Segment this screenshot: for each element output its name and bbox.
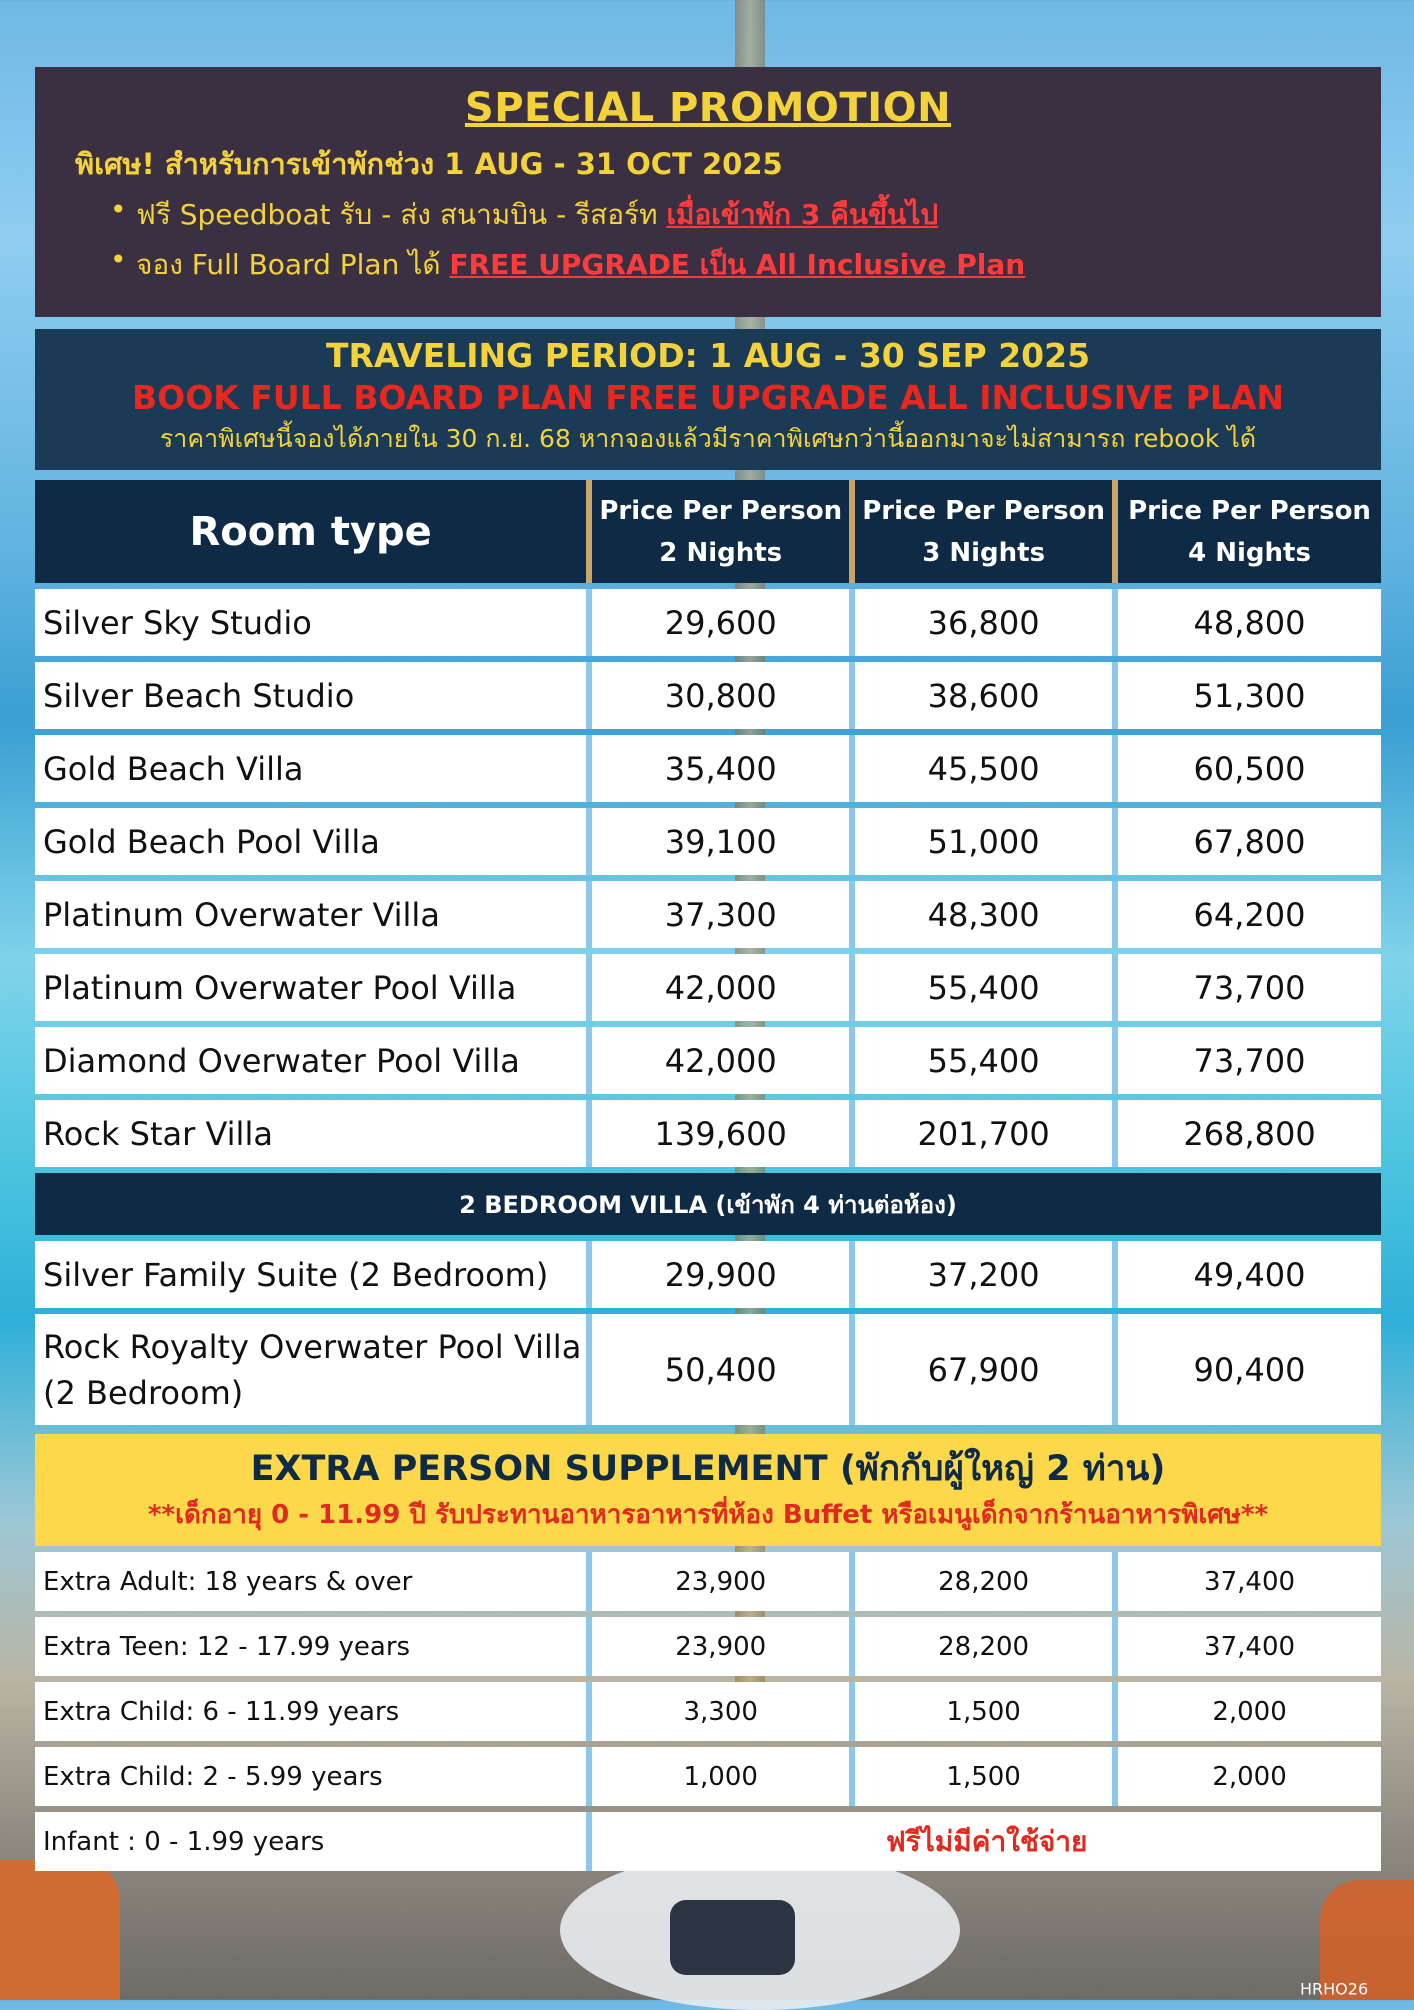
table-row (35, 1241, 1381, 1308)
price-3-nights: 51,000 (855, 808, 1118, 875)
price-2-nights: 50,400 (592, 1314, 855, 1425)
price-2-nights: 29,900 (592, 1241, 855, 1308)
section-header-row (35, 1173, 1381, 1235)
table-row (35, 662, 1381, 729)
document-code: HRHO26 (1300, 1979, 1369, 1999)
price-3-nights: 28,200 (855, 1552, 1118, 1611)
table-row (35, 954, 1381, 1021)
promotion-item (110, 193, 1361, 237)
guest-type: Infant : 0 - 1.99 years (35, 1812, 592, 1871)
background-cushion-left (0, 1860, 120, 2000)
promotion-item-text: จอง Full Board Plan ได้ (136, 248, 450, 281)
infant-free-label: ฟรีไม่มีค่าใช้จ่าย (592, 1812, 1381, 1871)
room-name-line: (2 Bedroom) (43, 1373, 244, 1412)
room-name: Gold Beach Pool Villa (35, 808, 592, 875)
traveling-period-title: TRAVELING PERIOD: 1 AUG - 30 SEP 2025 (325, 336, 1091, 375)
table-row (35, 1747, 1381, 1806)
room-type-header: Room type (35, 480, 592, 583)
price-4-nights: 64,200 (1118, 881, 1381, 948)
promotion-item-highlight: เมื่อเข้าพัก 3 คืนขึ้นไป (666, 198, 939, 231)
room-name: Gold Beach Villa (35, 735, 592, 802)
extra-person-note: **เด็กอายุ 0 - 11.99 ปี รับประทานอาหารอาหารที่ห้อง Buffet หรือเมนูเด็กจากร้านอาหารพิเศษ** (147, 1500, 1269, 1530)
background-ashtray (670, 1900, 795, 1975)
table-header-row (35, 480, 1381, 583)
price-2-nights: 42,000 (592, 1027, 855, 1094)
price-4-nights: 2,000 (1118, 1682, 1381, 1741)
table-row (35, 1027, 1381, 1094)
table-row (35, 735, 1381, 802)
room-price-table (35, 474, 1381, 1431)
price-2-nights: 37,300 (592, 881, 855, 948)
promotion-item-highlight: FREE UPGRADE เป็น All Inclusive Plan (449, 248, 1026, 281)
promotion-panel (35, 67, 1381, 317)
promotion-item (110, 243, 1361, 287)
price-3-nights: 1,500 (855, 1682, 1118, 1741)
price-header-nights: 2 Nights (659, 537, 783, 568)
price-2-nights: 23,900 (592, 1617, 855, 1676)
price-3-nights: 1,500 (855, 1747, 1118, 1806)
room-name: Silver Family Suite (2 Bedroom) (35, 1241, 592, 1308)
traveling-period-panel (35, 329, 1381, 470)
guest-type: Extra Child: 2 - 5.99 years (35, 1747, 592, 1806)
room-name: Platinum Overwater Pool Villa (35, 954, 592, 1021)
extra-person-title: EXTRA PERSON SUPPLEMENT (พักกับผู้ใหญ่ 2 ท่าน) (250, 1449, 1166, 1489)
price-header-label: Price Per Person (862, 495, 1106, 526)
price-3-nights: 67,900 (855, 1314, 1118, 1425)
price-3-nights: 55,400 (855, 954, 1118, 1021)
price-4-nights: 48,800 (1118, 589, 1381, 656)
price-4-nights: 51,300 (1118, 662, 1381, 729)
room-name: Rock Star Villa (35, 1100, 592, 1167)
price-2-nights: 35,400 (592, 735, 855, 802)
price-3-nights: 201,700 (855, 1100, 1118, 1167)
price-2-nights: 30,800 (592, 662, 855, 729)
price-3-nights: 48,300 (855, 881, 1118, 948)
price-4-nights: 67,800 (1118, 808, 1381, 875)
room-name-line: Rock Royalty Overwater Pool Villa (43, 1327, 582, 1366)
bullet-icon: • (110, 193, 127, 226)
room-name: Diamond Overwater Pool Villa (35, 1027, 592, 1094)
table-row (35, 589, 1381, 656)
table-row (35, 808, 1381, 875)
extra-person-header (35, 1434, 1381, 1546)
price-3-nights: 37,200 (855, 1241, 1118, 1308)
bullet-icon: • (110, 243, 127, 276)
price-4-nights: 90,400 (1118, 1314, 1381, 1425)
price-4-nights: 268,800 (1118, 1100, 1381, 1167)
price-header-label: Price Per Person (599, 495, 843, 526)
price-2-nights: 39,100 (592, 808, 855, 875)
table-row (35, 881, 1381, 948)
promotion-list (55, 193, 1361, 287)
promotion-subtitle: พิเศษ! สำหรับการเข้าพักช่วง 1 AUG - 31 OCT 2025 (75, 147, 783, 181)
price-4-nights: 73,700 (1118, 1027, 1381, 1094)
price-header-nights: 3 Nights (922, 537, 1046, 568)
room-name: Silver Beach Studio (35, 662, 592, 729)
price-3-nights: 45,500 (855, 735, 1118, 802)
price-2-nights: 29,600 (592, 589, 855, 656)
price-3-nights: 38,600 (855, 662, 1118, 729)
extra-person-table (35, 1546, 1381, 1877)
promotion-title: SPECIAL PROMOTION (464, 85, 952, 131)
price-4-nights: 49,400 (1118, 1241, 1381, 1308)
table-row (35, 1100, 1381, 1167)
booking-condition: ราคาพิเศษนี้จองได้ภายใน 30 ก.ย. 68 หากจองแล้วมีราคาพิเศษกว่านี้ออกมาจะไม่สามารถ rebook ได้ (159, 424, 1257, 453)
table-row (35, 1314, 1381, 1425)
guest-type: Extra Adult: 18 years & over (35, 1552, 592, 1611)
price-header-nights: 4 Nights (1188, 537, 1311, 568)
two-bedroom-section-label: 2 BEDROOM VILLA (เข้าพัก 4 ท่านต่อห้อง) (35, 1173, 1381, 1235)
table-row (35, 1617, 1381, 1676)
price-4-nights: 73,700 (1118, 954, 1381, 1021)
price-header-2-nights (592, 480, 855, 583)
price-header-3-nights (855, 480, 1118, 583)
price-2-nights: 139,600 (592, 1100, 855, 1167)
price-header-label: Price Per Person (1128, 495, 1371, 526)
promotion-item-text: ฟรี Speedboat รับ - ส่ง สนามบิน - รีสอร์ท (136, 198, 667, 231)
table-row (35, 1812, 1381, 1871)
table-row (35, 1682, 1381, 1741)
price-2-nights: 23,900 (592, 1552, 855, 1611)
price-3-nights: 55,400 (855, 1027, 1118, 1094)
table-row (35, 1552, 1381, 1611)
room-name (35, 1314, 592, 1425)
price-2-nights: 42,000 (592, 954, 855, 1021)
price-4-nights: 37,400 (1118, 1552, 1381, 1611)
price-3-nights: 28,200 (855, 1617, 1118, 1676)
price-2-nights: 1,000 (592, 1747, 855, 1806)
price-4-nights: 37,400 (1118, 1617, 1381, 1676)
price-4-nights: 2,000 (1118, 1747, 1381, 1806)
price-3-nights: 36,800 (855, 589, 1118, 656)
upgrade-offer: BOOK FULL BOARD PLAN FREE UPGRADE ALL INCLUSIVE PLAN (131, 378, 1285, 417)
price-2-nights: 3,300 (592, 1682, 855, 1741)
room-name: Platinum Overwater Villa (35, 881, 592, 948)
price-4-nights: 60,500 (1118, 735, 1381, 802)
room-name: Silver Sky Studio (35, 589, 592, 656)
guest-type: Extra Child: 6 - 11.99 years (35, 1682, 592, 1741)
price-header-4-nights (1118, 480, 1381, 583)
guest-type: Extra Teen: 12 - 17.99 years (35, 1617, 592, 1676)
